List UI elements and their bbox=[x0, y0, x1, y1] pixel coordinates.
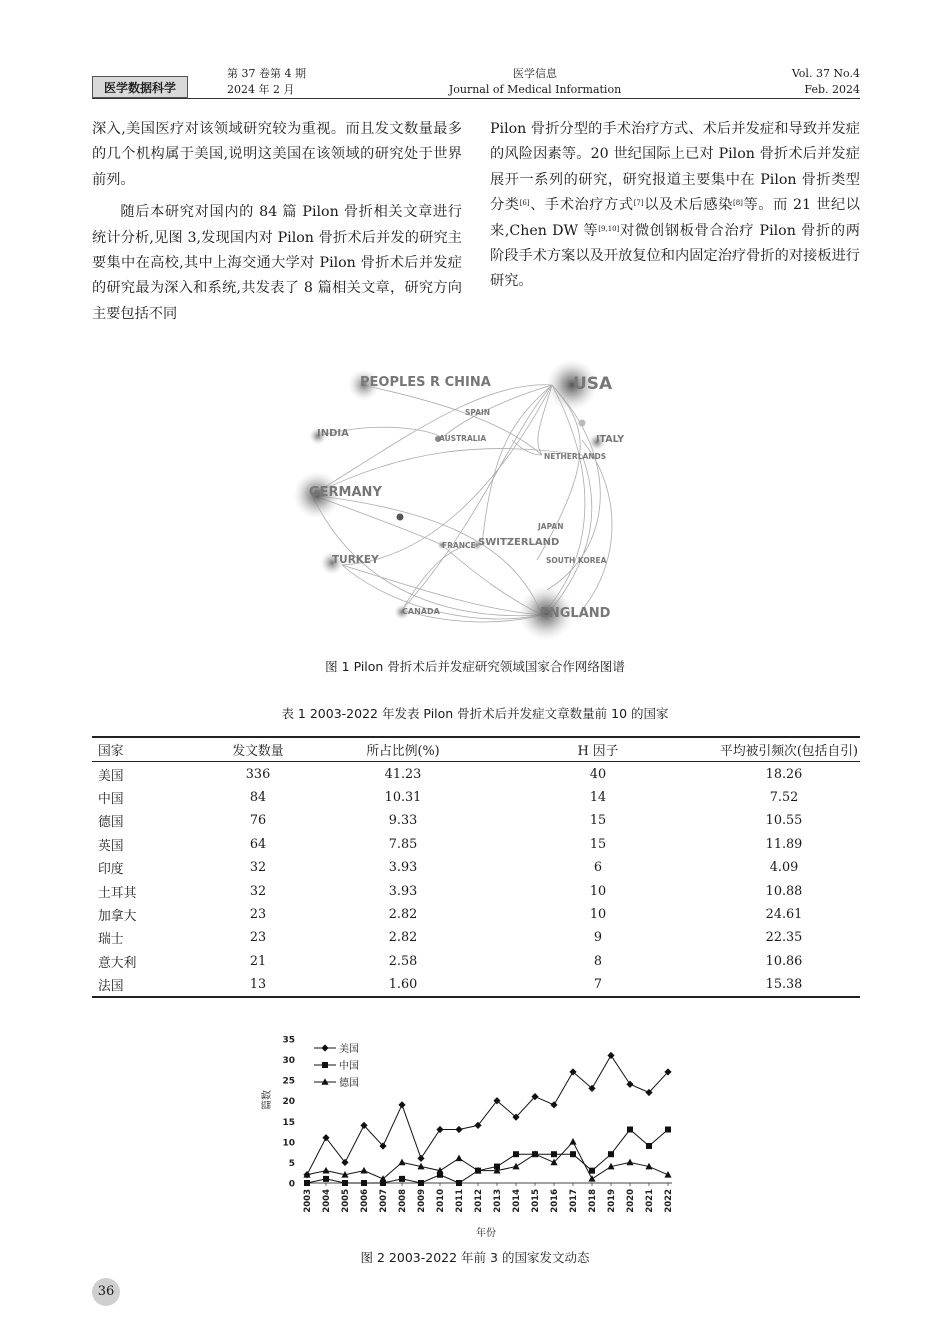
data-point[interactable] bbox=[456, 1180, 462, 1186]
data-point[interactable] bbox=[398, 1101, 405, 1108]
x-tick-label: 2020 bbox=[626, 1189, 636, 1213]
chart-y-label: 篇数 bbox=[262, 1090, 273, 1110]
table-1 bbox=[92, 736, 860, 998]
label-switzerland: SWITZERLAND bbox=[478, 537, 560, 548]
table-row: 瑞士 23 2.82 9 22.35 bbox=[98, 930, 803, 948]
data-point[interactable] bbox=[436, 1126, 443, 1133]
ref-6[interactable]: [6] bbox=[519, 199, 530, 208]
label-south-korea: SOUTH KOREA bbox=[546, 556, 607, 565]
label-italy: ITALY bbox=[596, 434, 625, 445]
y-tick-label: 30 bbox=[282, 1056, 295, 1067]
data-point[interactable] bbox=[322, 1167, 329, 1174]
label-netherlands: NETHERLANDS bbox=[544, 452, 607, 461]
legend-marker[interactable] bbox=[322, 1062, 328, 1068]
data-point[interactable] bbox=[569, 1138, 576, 1145]
label-turkey: TURKEY bbox=[332, 554, 379, 566]
x-tick-label: 2017 bbox=[569, 1189, 579, 1213]
table-row: 法国 13 1.60 7 15.38 bbox=[92, 973, 860, 997]
data-point[interactable] bbox=[342, 1180, 348, 1186]
table-row: 意大利 21 2.58 8 10.86 bbox=[98, 953, 803, 971]
legend-label: 中国 bbox=[339, 1061, 359, 1072]
x-tick-label: 2007 bbox=[379, 1189, 389, 1213]
page-number: 36 bbox=[92, 1278, 120, 1306]
y-tick-label: 10 bbox=[282, 1138, 295, 1149]
x-tick-label: 2019 bbox=[607, 1189, 617, 1213]
volume-en: Vol. 37 No.4 bbox=[791, 67, 860, 80]
data-point[interactable] bbox=[361, 1180, 367, 1186]
y-tick-label: 0 bbox=[288, 1179, 295, 1190]
left-paragraph-2: 随后本研究对国内的 84 篇 Pilon 骨折相关文章进行统计分析,见图 3,发现国内对 Pilon 骨折术后并发的研究主要集中在高校,其中上海交通大学对 Pilon 骨折术后并发症的研究最为深入和系统,共发表了 8 篇相关文章，研究方向主要包括不同 bbox=[92, 204, 462, 322]
header-rule bbox=[92, 98, 860, 99]
publication-trend-chart bbox=[250, 1028, 690, 1243]
data-point[interactable] bbox=[608, 1151, 614, 1157]
x-tick-label: 2008 bbox=[398, 1189, 408, 1213]
node-unlabeled bbox=[579, 420, 586, 427]
legend-label: 美国 bbox=[339, 1044, 359, 1055]
section-tag: 医学数据科学 bbox=[92, 76, 188, 98]
figure-1-caption: 图 1 Pilon 骨折术后并发症研究领域国家合作网络图谱 bbox=[325, 659, 625, 674]
data-point[interactable] bbox=[513, 1151, 519, 1157]
table-row: 英国 64 7.85 15 11.89 bbox=[98, 836, 803, 854]
x-tick-label: 2005 bbox=[341, 1189, 351, 1213]
country-network-figure bbox=[282, 360, 662, 650]
x-tick-label: 2014 bbox=[512, 1189, 522, 1213]
label-japan: JAPAN bbox=[538, 522, 564, 531]
x-tick-label: 2006 bbox=[360, 1189, 370, 1213]
ref-7[interactable]: [7] bbox=[633, 199, 644, 208]
data-point[interactable] bbox=[588, 1175, 595, 1182]
data-point[interactable] bbox=[551, 1151, 557, 1157]
table-row: 德国 76 9.33 15 10.55 bbox=[98, 813, 803, 831]
journal-en: Journal of Medical Information bbox=[448, 83, 622, 96]
x-tick-label: 2004 bbox=[322, 1189, 332, 1213]
label-usa: USA bbox=[573, 374, 613, 394]
data-point[interactable] bbox=[360, 1167, 367, 1174]
right-column bbox=[490, 117, 860, 295]
data-point[interactable] bbox=[626, 1159, 633, 1166]
label-canada: CANADA bbox=[402, 607, 440, 616]
chart-x-label: 年份 bbox=[476, 1228, 496, 1239]
data-point[interactable] bbox=[550, 1101, 557, 1108]
table-row: 加拿大 23 2.82 10 24.61 bbox=[98, 906, 803, 924]
network-links bbox=[312, 385, 612, 622]
data-point[interactable] bbox=[455, 1126, 462, 1133]
x-tick-label: 2013 bbox=[493, 1189, 503, 1213]
y-tick-label: 15 bbox=[282, 1117, 295, 1128]
data-point[interactable] bbox=[626, 1081, 633, 1088]
chart-legend bbox=[314, 1042, 359, 1089]
date-cn: 2024 年 2 月 bbox=[227, 83, 295, 96]
data-point[interactable] bbox=[512, 1163, 519, 1170]
label-australia: AUSTRALIA bbox=[439, 434, 487, 443]
data-point[interactable] bbox=[398, 1159, 405, 1166]
label-france: FRANCE bbox=[442, 541, 476, 550]
data-point[interactable] bbox=[399, 1176, 405, 1182]
x-tick-label: 2016 bbox=[550, 1189, 560, 1213]
x-tick-label: 2018 bbox=[588, 1189, 598, 1213]
table-row: 中国 84 10.31 14 7.52 bbox=[98, 789, 799, 807]
header-count: 发文数量 bbox=[198, 737, 318, 762]
header-percent: 所占比例(%) bbox=[318, 737, 488, 762]
data-point[interactable] bbox=[607, 1052, 614, 1059]
table-row: 印度 32 3.93 6 4.09 bbox=[98, 860, 799, 878]
node-isolated bbox=[397, 514, 404, 521]
left-paragraph-1: 深入,美国医疗对该领域研究较为重视。而且发文数量最多的几个机构属于美国,说明这美国在该领域的研究处于世界前列。 bbox=[92, 121, 462, 188]
journal-cn: 医学信息 bbox=[513, 67, 557, 80]
y-tick-label: 35 bbox=[282, 1035, 295, 1046]
x-tick-label: 2009 bbox=[417, 1189, 427, 1213]
ref-8[interactable]: [8] bbox=[732, 199, 743, 208]
data-point[interactable] bbox=[304, 1180, 310, 1186]
table-row: 土耳其 32 3.93 10 10.88 bbox=[98, 883, 803, 901]
legend-label: 德国 bbox=[339, 1078, 359, 1089]
data-point[interactable] bbox=[455, 1155, 462, 1162]
x-tick-label: 2022 bbox=[664, 1189, 674, 1213]
y-tick-label: 5 bbox=[288, 1158, 295, 1169]
x-tick-label: 2003 bbox=[303, 1189, 313, 1213]
right-paragraph: Pilon 骨折分型的手术治疗方式、术后并发症和导致并发症的风险因素等。20 世纪国际上已对 Pilon 骨折术后并发症展开一系列的研究，研究报道主要集中在 Pilon 骨折类型分类[6]、手术治疗方式[7]以及术后感染[8]等。而 21 世纪以来,Chen DW 等[9,10]对微创钢板骨合治疗 Pilon 骨折的两阶段手术方案以及开放复位和内固定治疗骨折的对接板进行研究。 bbox=[490, 121, 860, 290]
header-country: 国家 bbox=[92, 737, 198, 762]
data-point[interactable] bbox=[589, 1168, 595, 1174]
table-row: 美国 336 41.23 40 18.26 bbox=[98, 766, 803, 784]
date-en: Feb. 2024 bbox=[804, 83, 860, 96]
series-triangle bbox=[303, 1138, 671, 1182]
x-tick-label: 2011 bbox=[455, 1189, 465, 1213]
x-tick-label: 2012 bbox=[474, 1189, 484, 1213]
x-tick-label: 2021 bbox=[645, 1189, 655, 1213]
data-point[interactable] bbox=[664, 1171, 671, 1178]
label-spain: SPAIN bbox=[465, 408, 491, 417]
data-point[interactable] bbox=[323, 1176, 329, 1182]
x-tick-label: 2015 bbox=[531, 1189, 541, 1213]
label-peoples-r-china: PEOPLES R CHINA bbox=[360, 375, 491, 390]
data-point[interactable] bbox=[665, 1127, 671, 1133]
figure-2-caption: 图 2 2003-2022 年前 3 的国家发文动态 bbox=[360, 1250, 590, 1265]
table-header-row bbox=[92, 737, 860, 762]
label-england: ENGLAND bbox=[540, 606, 611, 621]
left-column bbox=[92, 117, 462, 327]
data-point[interactable] bbox=[646, 1143, 652, 1149]
header-h-index: H 因子 bbox=[488, 737, 708, 762]
data-point[interactable] bbox=[570, 1151, 576, 1157]
data-point[interactable] bbox=[627, 1127, 633, 1133]
table-1-caption: 表 1 2003-2022 年发表 Pilon 骨折术后并发症文章数量前 10 的国家 bbox=[281, 706, 669, 721]
issue-cn: 第 37 卷第 4 期 bbox=[227, 67, 306, 80]
ref-9-10[interactable]: [9,10] bbox=[598, 224, 620, 233]
y-tick-label: 25 bbox=[282, 1076, 295, 1087]
label-germany: GERMANY bbox=[309, 485, 382, 500]
legend-marker[interactable] bbox=[321, 1044, 328, 1051]
data-point[interactable] bbox=[418, 1180, 424, 1186]
y-tick-label: 20 bbox=[282, 1097, 295, 1108]
label-india: INDIA bbox=[317, 428, 349, 439]
data-point[interactable] bbox=[417, 1155, 424, 1162]
header-avg-citations: 平均被引频次(包括自引) bbox=[708, 737, 860, 762]
x-tick-label: 2010 bbox=[436, 1189, 446, 1213]
